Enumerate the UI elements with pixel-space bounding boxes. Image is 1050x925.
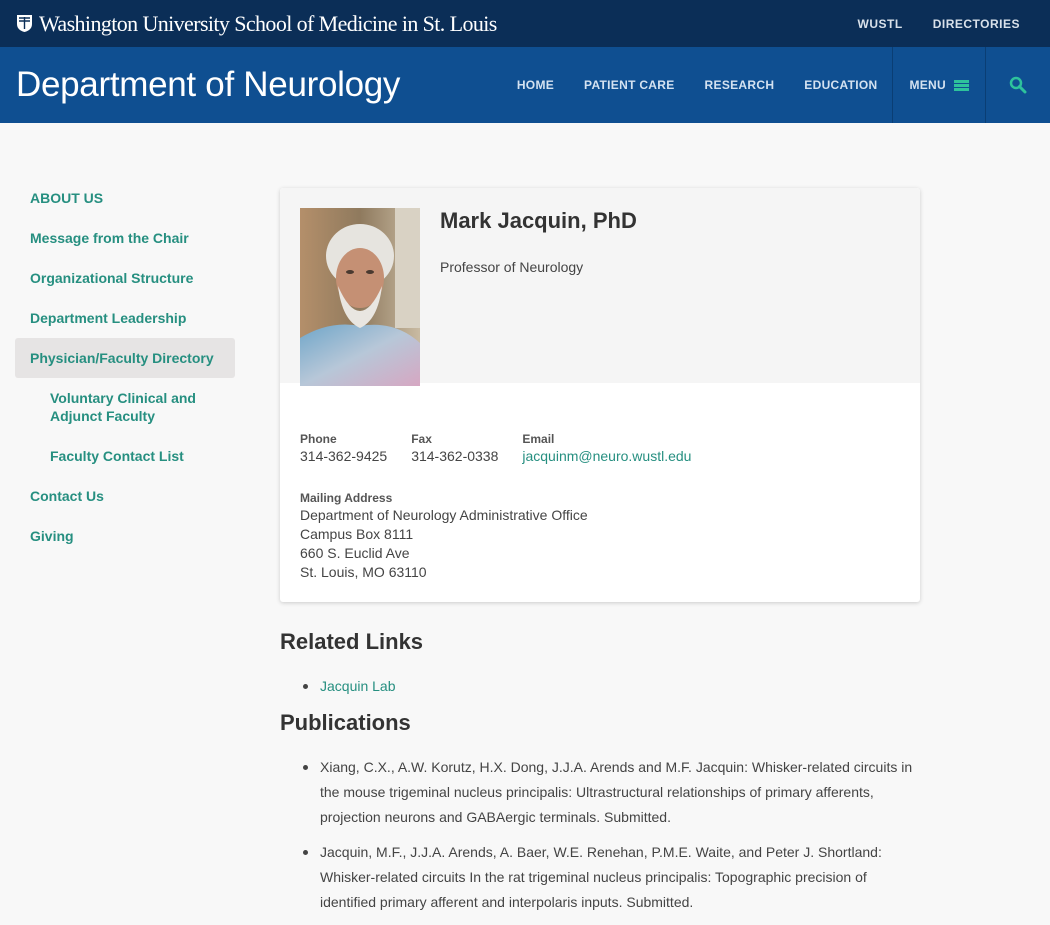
jacquin-lab-link[interactable]: Jacquin Lab xyxy=(320,678,396,694)
sidebar-item-message-from-chair[interactable]: Message from the Chair xyxy=(30,230,189,246)
phone-label: Phone xyxy=(300,432,337,446)
university-logo[interactable] xyxy=(16,11,497,37)
email-link[interactable]: jacquinm@neuro.wustl.edu xyxy=(522,448,692,464)
sidebar-item-faculty-directory[interactable]: Physician/Faculty Directory xyxy=(15,338,235,378)
contact-info xyxy=(300,431,715,466)
fax-value: 314-362-0338 xyxy=(411,448,499,464)
directories-link[interactable]: DIRECTORIES xyxy=(932,16,1020,31)
wustl-link[interactable]: WUSTL xyxy=(857,16,903,31)
sidebar-item-faculty-contact-list[interactable]: Faculty Contact List xyxy=(50,448,184,464)
address-line: Department of Neurology Administrative Office xyxy=(300,507,588,523)
email-label: Email xyxy=(522,432,555,446)
menu-label: MENU xyxy=(909,78,946,92)
fax-block xyxy=(411,431,498,466)
search-icon xyxy=(1009,76,1027,94)
address-line: 660 S. Euclid Ave xyxy=(300,545,410,561)
sidebar-item-department-leadership[interactable]: Department Leadership xyxy=(30,310,187,326)
menu-button[interactable] xyxy=(892,47,986,123)
sidebar-item-contact-us[interactable]: Contact Us xyxy=(30,488,104,504)
profile-card xyxy=(280,188,920,602)
list-item xyxy=(300,674,915,699)
nav-home[interactable]: HOME xyxy=(516,78,555,92)
hamburger-icon xyxy=(954,80,969,91)
nav-education[interactable]: EDUCATION xyxy=(804,78,878,92)
address-line: Campus Box 8111 xyxy=(300,526,414,542)
mailing-address xyxy=(300,490,588,582)
address-label: Mailing Address xyxy=(300,491,393,505)
fax-label: Fax xyxy=(411,432,432,446)
search-button[interactable] xyxy=(986,47,1050,123)
publications-heading: Publications xyxy=(280,710,411,735)
sidebar-item-voluntary-faculty[interactable]: Voluntary Clinical and Adjunct Faculty xyxy=(50,390,196,424)
profile-name: Mark Jacquin, PhD xyxy=(440,208,637,233)
address-line: St. Louis, MO 63110 xyxy=(300,564,427,580)
sidebar-item-organizational-structure[interactable]: Organizational Structure xyxy=(30,270,194,286)
nav-research[interactable]: RESEARCH xyxy=(704,78,775,92)
main-nav xyxy=(502,47,1050,123)
sidebar-nav xyxy=(15,178,235,556)
publication-item: Xiang, C.X., A.W. Korutz, H.X. Dong, J.J.A. Arends and M.F. Jacquin: Whisker-related circuits in the mouse trigeminal nucleus principalis: Ultrastructural relationships of primary afferents, projection neurons and GABAergic terminals. Submitted. xyxy=(300,755,915,830)
profile-title: Professor of Neurology xyxy=(440,259,584,275)
profile-photo xyxy=(300,208,420,386)
email-block xyxy=(522,431,691,466)
department-title[interactable]: Department of Neurology xyxy=(16,65,401,104)
sidebar-item-giving[interactable]: Giving xyxy=(30,528,74,544)
sidebar-item-about-us[interactable]: ABOUT US xyxy=(30,190,104,206)
nav-patient-care[interactable]: PATIENT CARE xyxy=(584,78,675,92)
phone-block xyxy=(300,431,387,466)
university-shield-icon xyxy=(16,14,33,33)
university-name: Washington University School of Medicine in St. Louis xyxy=(39,10,497,36)
publication-item: Jacquin, M.F., J.J.A. Arends, A. Baer, W.E. Renehan, P.M.E. Waite, and Peter J. Shortland: Whisker-related circuits In the rat trigeminal nucleus principalis: Topographic precision of identified primary afferent and interpolaris inputs. Submitted. xyxy=(300,840,915,915)
phone-value: 314-362-9425 xyxy=(300,448,388,464)
department-bar xyxy=(0,47,1050,123)
related-links-heading: Related Links xyxy=(280,629,424,654)
related-links-list xyxy=(300,674,915,709)
university-bar xyxy=(0,0,1050,47)
